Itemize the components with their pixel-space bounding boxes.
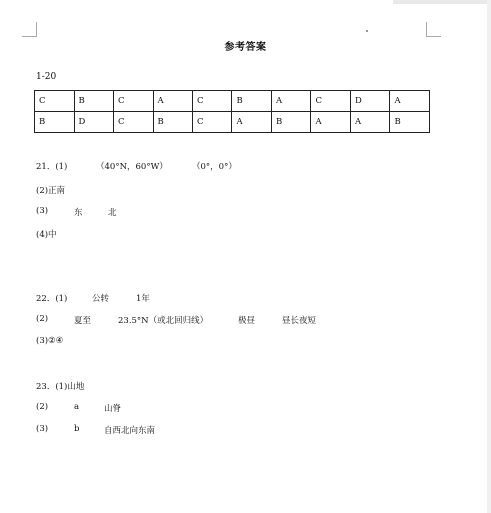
answer-cell: A [232,112,271,133]
q23-2-answer-b: 山脊 [104,404,122,414]
answer-cell: C [114,91,154,112]
q22-2-answer-a: 夏至 [74,316,92,326]
answer-cell: B [390,112,430,133]
q22-line-3: (3)②④ [36,336,64,346]
q21-number: 21．(1) [36,162,68,172]
answer-cell: C [192,91,232,112]
answer-cell: D [350,91,390,112]
q23-3-number: (3) [36,424,49,434]
answer-cell: B [74,91,114,112]
answer-cell: B [271,112,310,133]
q21-line-2: (2)正南 [36,186,66,196]
page-top-edge [393,0,491,4]
q23-2-number: (2) [36,402,49,412]
margin-corner-top-left [22,22,37,37]
answer-cell: A [153,91,192,112]
q22-2-answer-c: 极昼 [238,316,256,326]
answer-table [34,90,430,133]
q22-2-number: (2) [36,314,49,324]
page-right-edge [487,0,491,513]
answer-cell: C [35,91,75,112]
table-row [35,91,430,112]
answer-cell: C [114,112,154,133]
q22-2-answer-b: 23.5°N（或北回归线） [118,316,209,326]
question-range-label: 1-20 [36,72,57,82]
q22-number: 22．(1) [36,294,68,304]
q23-2-answer-a: a [74,402,80,412]
q22-answer-a: 公转 [92,294,110,304]
answer-cell: B [35,112,75,133]
margin-corner-top-right [426,22,441,37]
q22-answer-b: 1年 [136,294,150,304]
answer-cell: B [153,112,192,133]
answer-cell: D [74,112,114,133]
answer-cell: A [390,91,430,112]
answer-cell: B [232,91,271,112]
answer-cell: C [311,91,351,112]
q21-answer-b: （0°，0°） [192,162,237,172]
answer-cell: A [271,91,310,112]
answer-cell: A [350,112,390,133]
q23-3-answer-a: b [74,424,80,434]
table-row [35,112,430,133]
q21-answer-a: （40°N，60°W） [96,162,168,172]
q22-2-answer-d: 昼长夜短 [282,316,317,326]
q23-line-1: 23．(1)山地 [36,382,85,392]
q21-3-number: (3) [36,206,49,216]
answer-cell: C [192,112,232,133]
stray-mark [366,30,368,32]
q21-3-answer-a: 东 [74,208,83,218]
q21-line-4: (4)中 [36,230,57,240]
q21-3-answer-b: 北 [108,208,117,218]
page-title: 参考答案 [224,42,267,53]
q23-3-answer-b: 自西北向东南 [104,426,156,436]
answer-cell: A [311,112,351,133]
